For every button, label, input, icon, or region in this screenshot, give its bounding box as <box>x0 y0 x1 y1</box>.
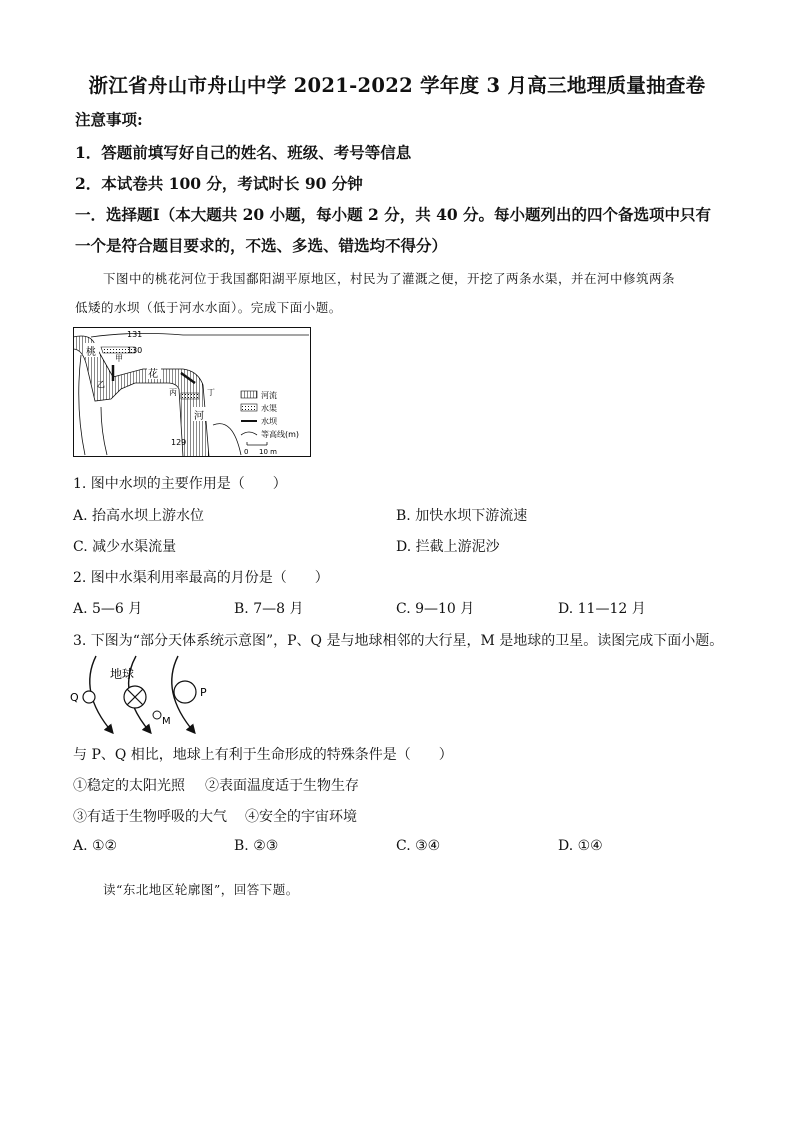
label-tao: 桃 <box>86 347 96 358</box>
label-ding: 丁 <box>207 388 215 397</box>
question-1-option-b[interactable]: B. 加快水坝下游流速 <box>396 508 528 524</box>
scale-label-10m: 10 m <box>259 448 277 456</box>
planet-p <box>174 681 196 703</box>
question-2-option-a[interactable]: A. 5—6 月 <box>73 601 143 617</box>
planet-q <box>83 691 95 703</box>
label-earth: 地球 <box>110 667 135 681</box>
condition-4: ④安全的宇宙环境 <box>245 809 357 825</box>
moon-m <box>153 711 161 719</box>
label-yi: 乙 <box>97 380 105 389</box>
question-2-option-b[interactable]: B. 7—8 月 <box>234 601 304 617</box>
label-bing: 丙 <box>169 388 177 397</box>
scale-label-0: 0 <box>244 448 249 456</box>
legend-contour: 等高线(m) <box>261 430 300 439</box>
question-1-option-c[interactable]: C. 减少水渠流量 <box>73 539 177 555</box>
question-2-option-d[interactable]: D. 11—12 月 <box>558 601 646 617</box>
question-3-option-d[interactable]: D. ①④ <box>558 838 603 854</box>
legend-river-swatch <box>241 391 257 398</box>
page-title: 浙江省舟山市舟山中学 2021-2022 学年度 3 月高三地理质量抽查卷 <box>88 74 706 97</box>
condition-1: ①稳定的太阳光照 <box>73 778 185 794</box>
question-1-stem: 1. 图中水坝的主要作用是（ ） <box>73 476 287 492</box>
question-2-stem: 2. 图中水渠利用率最高的月份是（ ） <box>73 570 329 586</box>
contour-label-129: 129 <box>171 438 187 447</box>
question-3-sub-stem: 与 P、Q 相比，地球上有利于生命形成的特殊条件是（ ） <box>73 747 453 763</box>
notice-item-2: 2．本试卷共 100 分，考试时长 90 分钟 <box>75 174 363 193</box>
section-heading-line-1: 一．选择题Ⅰ（本大题共 20 小题，每小题 2 分，共 40 分。每小题列出的四个备选项中只有 <box>75 205 712 224</box>
question-2-option-c[interactable]: C. 9—10 月 <box>396 601 475 617</box>
intro-line-1: 下图中的桃花河位于我国鄱阳湖平原地区，村民为了灌溉之便，开挖了两条水渠，并在河中修筑两条 <box>103 271 676 286</box>
label-m: M <box>162 716 171 727</box>
intro-line-2: 低矮的水坝（低于河水水面）。完成下面小题。 <box>75 300 342 315</box>
legend-river: 河流 <box>261 391 277 400</box>
legend-canal: 水渠 <box>261 404 277 413</box>
river-map-figure <box>73 327 311 457</box>
question-3-stem: 3. 下图为“部分天体系统示意图”，P、Q 是与地球相邻的大行星，M 是地球的卫星。读图完成下面小题。 <box>73 633 724 649</box>
contour-label-130: 130 <box>127 346 143 355</box>
condition-3: ③有适于生物呼吸的大气 <box>73 809 227 825</box>
condition-2: ②表面温度适于生物生存 <box>205 778 359 794</box>
notice-heading: 注意事项: <box>75 110 143 129</box>
label-he: 河 <box>194 411 204 422</box>
question-3-option-a[interactable]: A. ①② <box>73 838 118 854</box>
label-jia: 甲 <box>115 354 123 363</box>
label-p: P <box>200 686 207 699</box>
canal-2 <box>181 393 199 399</box>
question-1-option-d[interactable]: D. 拦截上游泥沙 <box>396 539 500 555</box>
next-question-intro: 读“东北地区轮廓图”，回答下题。 <box>103 882 299 897</box>
question-3-option-c[interactable]: C. ③④ <box>396 838 441 854</box>
section-heading-line-2: 一个是符合题目要求的，不选、多选、错选均不得分） <box>75 236 448 255</box>
notice-item-1: 1．答题前填写好自己的姓名、班级、考号等信息 <box>75 143 412 162</box>
question-3-option-b[interactable]: B. ②③ <box>234 838 279 854</box>
label-q: Q <box>70 691 79 704</box>
contour-label-131: 131 <box>127 330 143 339</box>
legend-dam: 水坝 <box>261 417 277 426</box>
question-1-option-a[interactable]: A. 抬高水坝上游水位 <box>73 508 205 524</box>
celestial-system-diagram <box>68 652 218 738</box>
legend-canal-swatch <box>241 404 257 411</box>
label-hua: 花 <box>148 369 158 380</box>
